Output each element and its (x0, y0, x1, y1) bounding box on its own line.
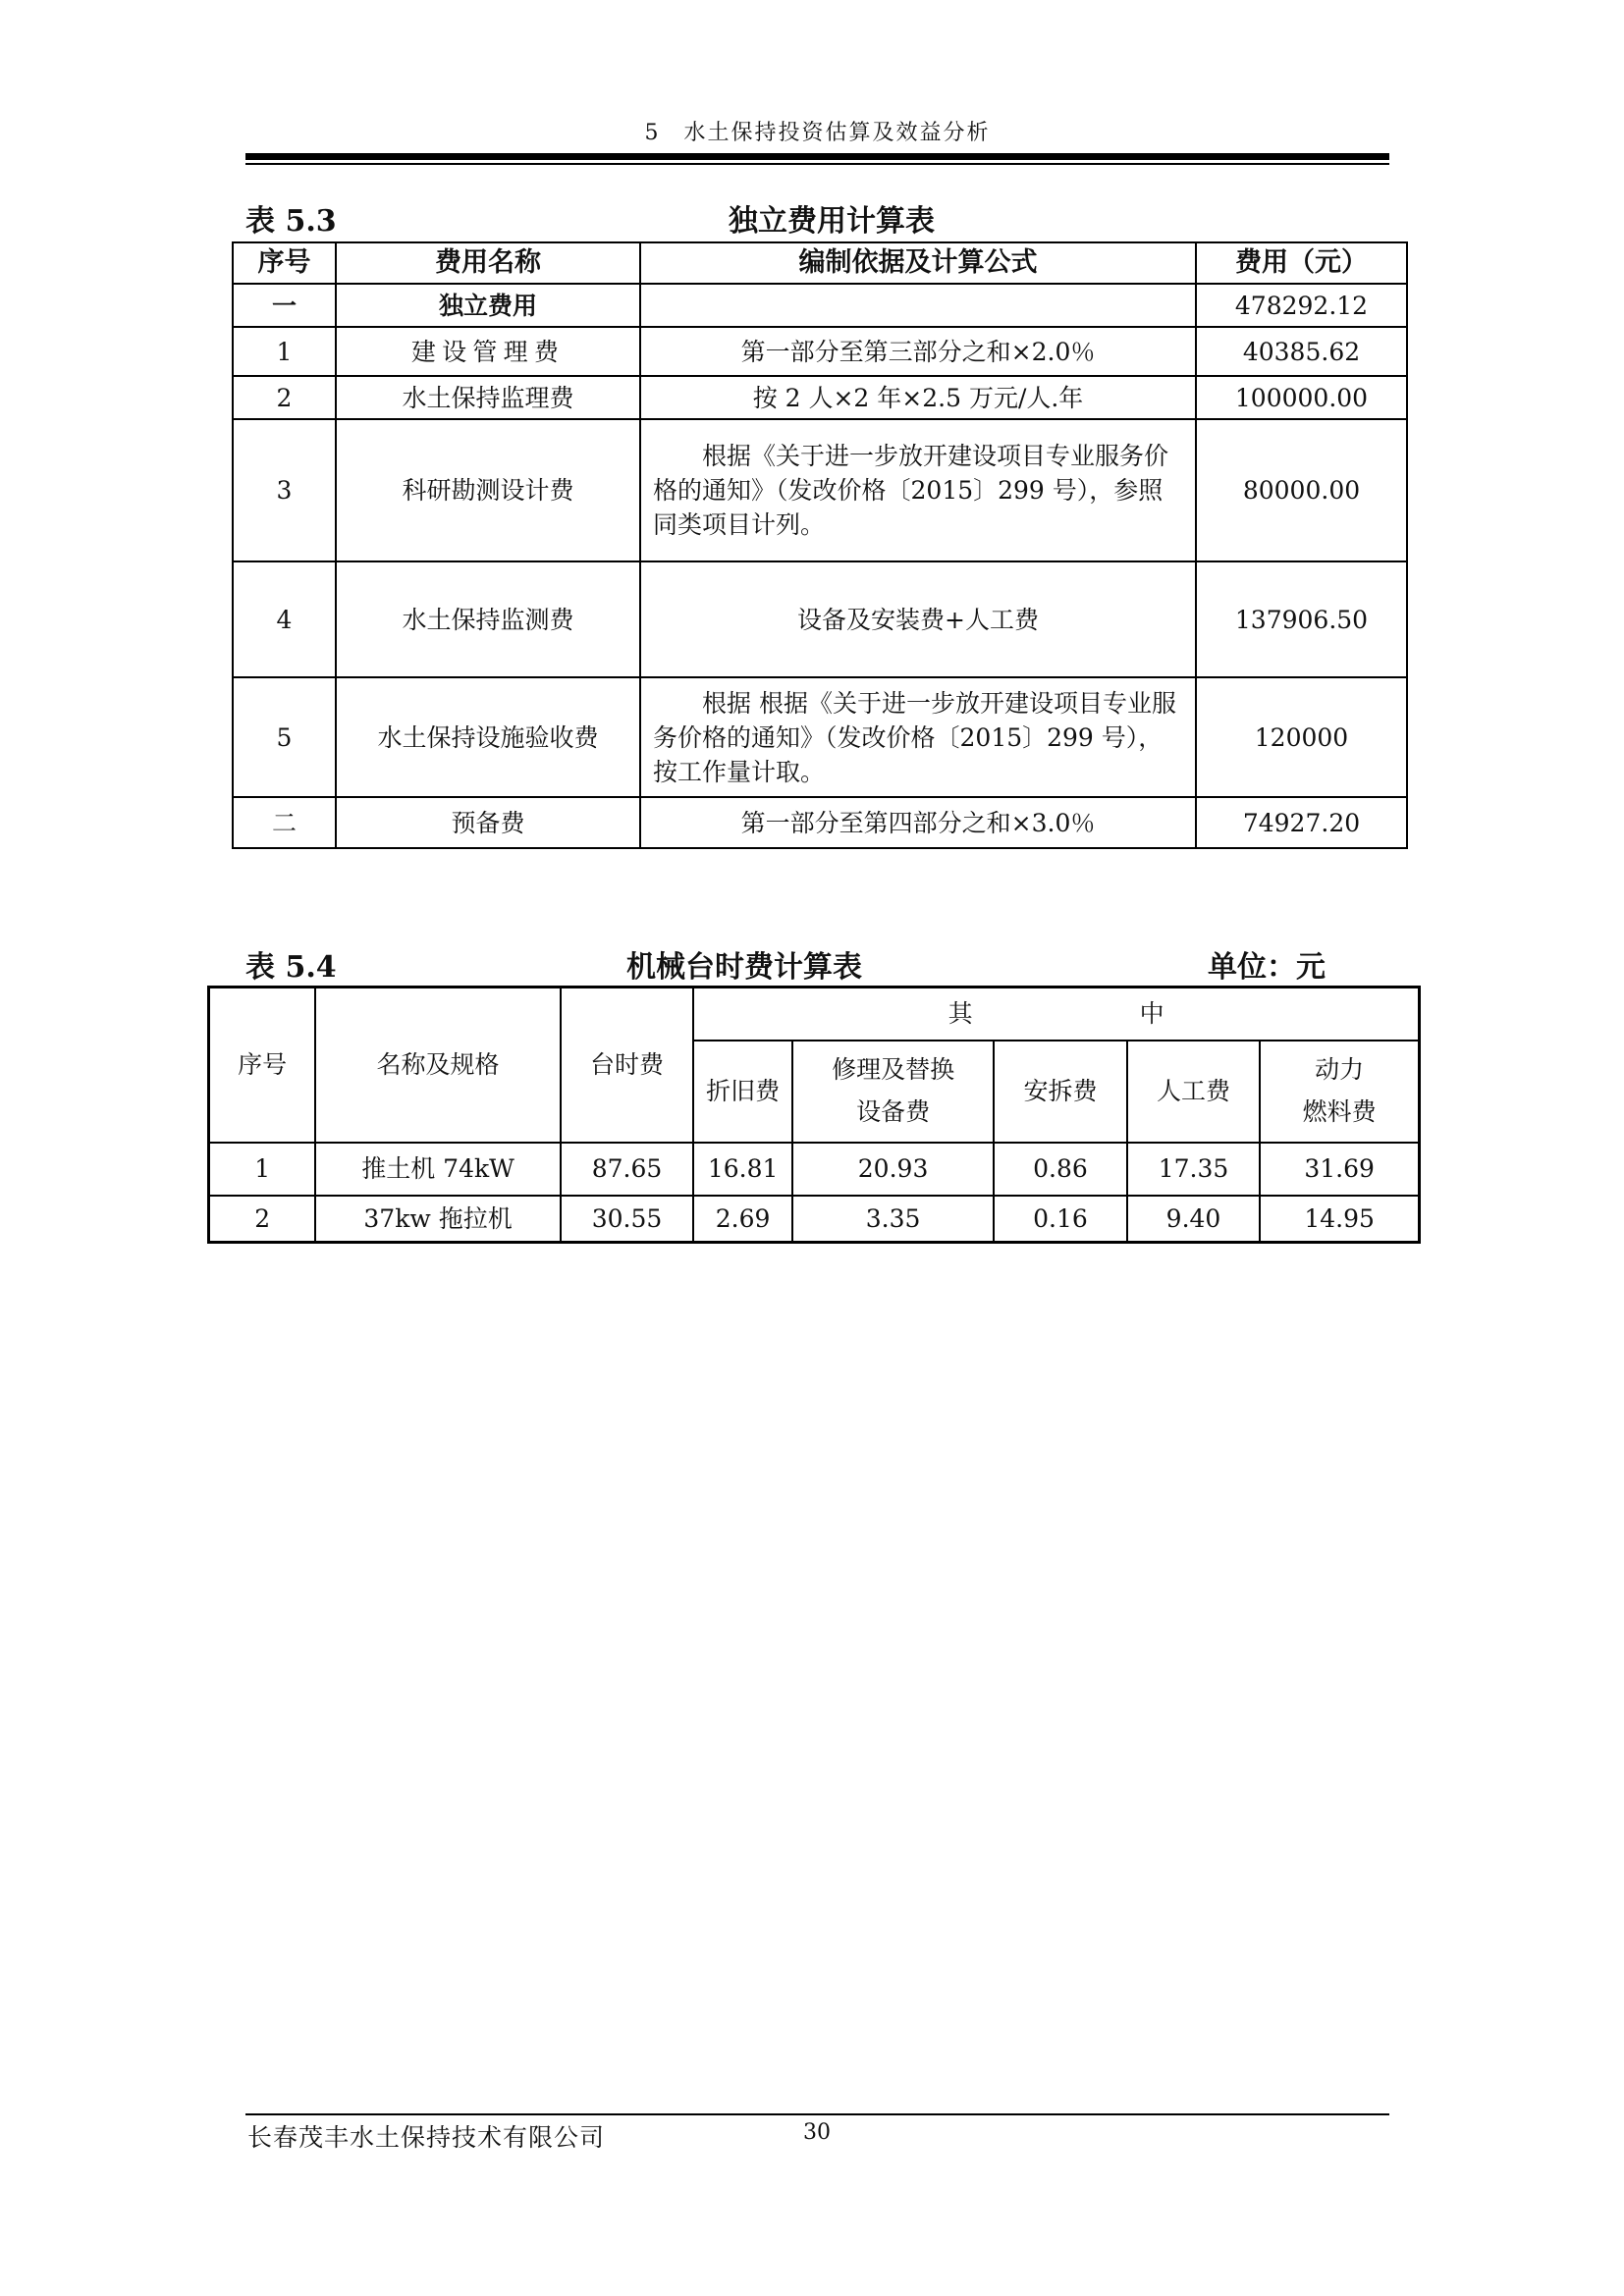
cost-value: 120000 (1196, 677, 1407, 797)
row-number: 二 (233, 797, 336, 848)
cost-value: 478292.12 (1196, 284, 1407, 327)
table2-label: 表 5.4 (245, 950, 337, 985)
group-header-char: 其 (947, 999, 973, 1029)
independent-cost-table (232, 241, 1408, 849)
table1-label: 表 5.3 (245, 204, 337, 239)
labor-cost: 17.35 (1127, 1143, 1261, 1196)
depreciation-cost: 16.81 (693, 1143, 792, 1196)
table2-title: 机械台时费计算表 (626, 950, 862, 985)
column-header: 费用（元） (1196, 242, 1407, 284)
column-header: 费用名称 (336, 242, 640, 284)
row-number: 3 (233, 419, 336, 561)
page-number: 30 (803, 2120, 831, 2145)
row-number: 一 (233, 284, 336, 327)
header-rule-thin (245, 163, 1389, 165)
header-rule (245, 153, 1389, 160)
table1-title: 独立费用计算表 (729, 204, 935, 239)
row-number: 1 (209, 1143, 316, 1196)
table-header-row (233, 242, 1407, 284)
depreciation-cost: 2.69 (693, 1196, 792, 1243)
cost-name: 预备费 (336, 797, 640, 848)
cost-name: 科研勘测设计费 (336, 419, 640, 561)
table2-unit: 单位：元 (1208, 950, 1326, 985)
cost-name: 水土保持监测费 (336, 561, 640, 677)
column-header: 燃料费 (1302, 1096, 1377, 1126)
cost-name: 独立费用 (336, 284, 640, 327)
column-header: 修理及替换 (832, 1055, 955, 1084)
running-header: 5 水土保持投资估算及效益分析 (644, 121, 991, 145)
table-row (233, 376, 1407, 419)
repair-cost: 3.35 (792, 1196, 994, 1243)
table-row (209, 1143, 1420, 1196)
hourly-cost: 87.65 (561, 1143, 694, 1196)
machine-hour-cost-table (207, 986, 1421, 1244)
table-row (233, 327, 1407, 376)
column-header: 编制依据及计算公式 (640, 242, 1196, 284)
table-row (233, 284, 1407, 327)
cost-basis: 根据 根据《关于进一步放开建设项目专业服务价格的通知》（发改价格〔2015〕299 号），按工作量计取。 (653, 688, 1176, 786)
hourly-cost: 30.55 (561, 1196, 694, 1243)
column-group-header (693, 988, 1419, 1041)
cost-value: 74927.20 (1196, 797, 1407, 848)
column-header: 设备费 (856, 1096, 931, 1126)
column-header: 序号 (209, 988, 316, 1143)
machine-name: 推土机 74kW (315, 1143, 560, 1196)
column-header-cell (792, 1041, 994, 1143)
cost-value: 80000.00 (1196, 419, 1407, 561)
cost-basis-cell (640, 419, 1196, 561)
cost-basis: 按 2 人×2 年×2.5 万元/人.年 (640, 376, 1196, 419)
row-number: 1 (233, 327, 336, 376)
table-row (233, 419, 1407, 561)
cost-name: 建设管理费 (336, 327, 640, 376)
cost-name: 水土保持设施验收费 (336, 677, 640, 797)
footer-company: 长春茂丰水土保持技术有限公司 (247, 2123, 606, 2152)
cost-basis: 第一部分至第三部分之和×2.0％ (640, 327, 1196, 376)
column-header-cell (1260, 1041, 1419, 1143)
table-row (233, 797, 1407, 848)
cost-basis: 设备及安装费+人工费 (640, 561, 1196, 677)
install-cost: 0.16 (994, 1196, 1127, 1243)
group-header-char: 中 (1139, 999, 1164, 1029)
machine-name: 37kw 拖拉机 (315, 1196, 560, 1243)
cost-value: 100000.00 (1196, 376, 1407, 419)
column-header: 安拆费 (994, 1041, 1127, 1143)
column-header: 台时费 (561, 988, 694, 1143)
install-cost: 0.86 (994, 1143, 1127, 1196)
cost-basis: 根据《关于进一步放开建设项目专业服务价格的通知》（发改价格〔2015〕299 号），参照同类项目计列。 (653, 442, 1169, 539)
cost-basis-cell (640, 677, 1196, 797)
cost-name: 水土保持监理费 (336, 376, 640, 419)
row-number: 2 (209, 1196, 316, 1243)
column-header: 动力 (1315, 1055, 1365, 1084)
fuel-cost: 31.69 (1260, 1143, 1419, 1196)
repair-cost: 20.93 (792, 1143, 994, 1196)
footer-rule (245, 2113, 1389, 2115)
cost-basis: 第一部分至第四部分之和×3.0％ (640, 797, 1196, 848)
row-number: 2 (233, 376, 336, 419)
labor-cost: 9.40 (1127, 1196, 1261, 1243)
fuel-cost: 14.95 (1260, 1196, 1419, 1243)
row-number: 4 (233, 561, 336, 677)
row-number: 5 (233, 677, 336, 797)
table-row (209, 1196, 1420, 1243)
column-header: 折旧费 (693, 1041, 792, 1143)
cost-value: 40385.62 (1196, 327, 1407, 376)
column-header: 序号 (233, 242, 336, 284)
table-row (233, 677, 1407, 797)
table-row (233, 561, 1407, 677)
column-header: 名称及规格 (315, 988, 560, 1143)
cost-basis (640, 284, 1196, 327)
cost-value: 137906.50 (1196, 561, 1407, 677)
column-header: 人工费 (1127, 1041, 1261, 1143)
table-header-row (209, 988, 1420, 1041)
